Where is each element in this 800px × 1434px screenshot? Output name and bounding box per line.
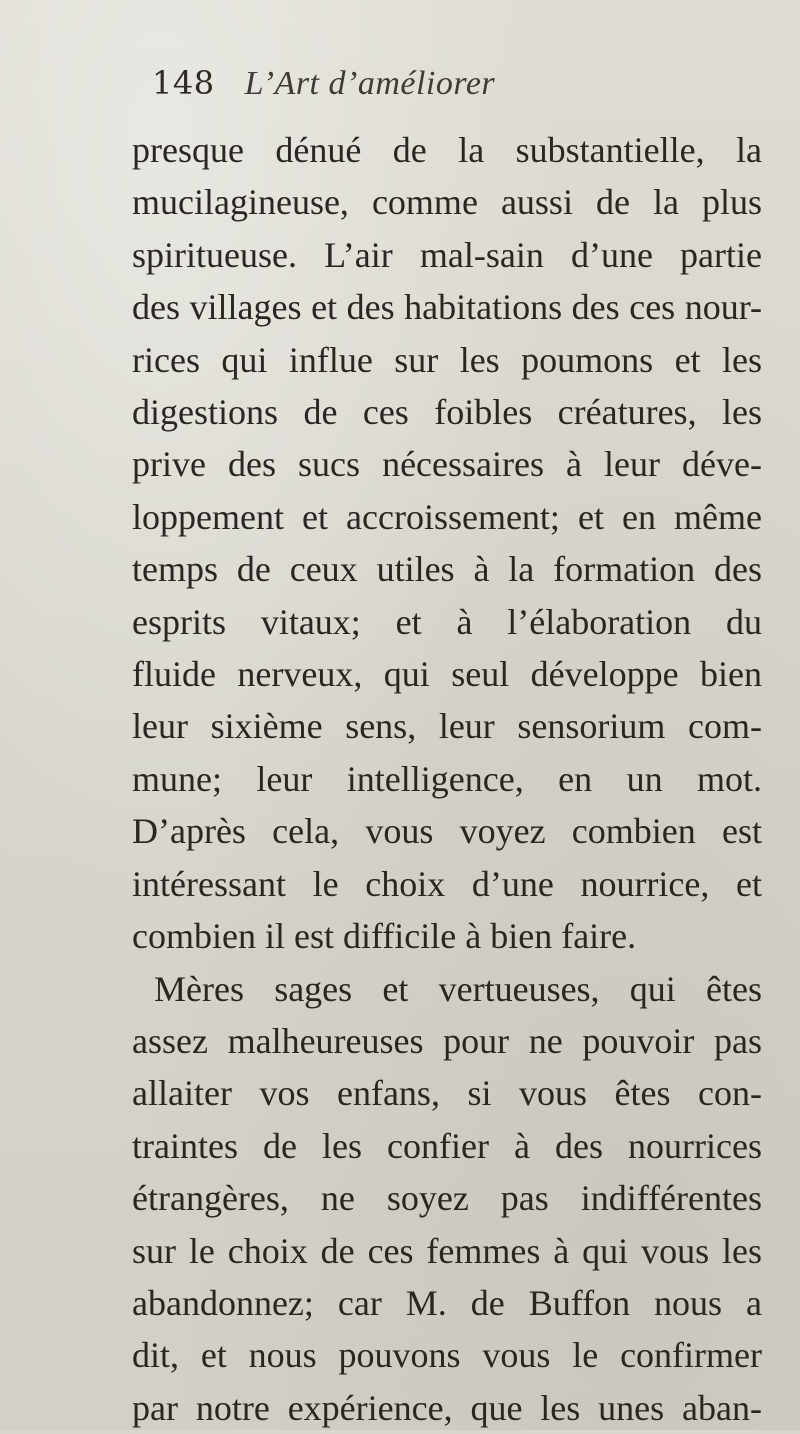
text-line: spiritueuse. L’air mal-sain d’une partie bbox=[132, 234, 762, 275]
text-line: dit, et nous pouvons vous le confirmer bbox=[132, 1335, 762, 1376]
text-line: Mères sages et vertueuses, qui êtes bbox=[154, 968, 762, 1009]
page-header bbox=[152, 64, 495, 103]
text-line: traintes de les confier à des nourrices bbox=[132, 1125, 762, 1166]
text-line: rices qui influe sur les poumons et les bbox=[132, 339, 762, 380]
text-line: abandonnez; car M. de Buffon nous a bbox=[132, 1282, 762, 1323]
text-line: presque dénué de la substantielle, la bbox=[132, 130, 762, 170]
text-line: mucilagineuse, comme aussi de la plus bbox=[132, 182, 762, 223]
text-line: D’après cela, vous voyez combien est bbox=[132, 811, 762, 852]
text-line: des villages et des habitations des ces nour- bbox=[132, 287, 762, 328]
text-line: allaiter vos enfans, si vous êtes con- bbox=[132, 1073, 762, 1114]
text-line: loppement et accroissement; et en même bbox=[132, 496, 762, 537]
text-line: combien il est difficile à bien faire. bbox=[132, 916, 637, 957]
text-line: sur le choix de ces femmes à qui vous les bbox=[132, 1230, 762, 1271]
text-line: esprits vitaux; et à l’élaboration du bbox=[132, 601, 762, 642]
text-line: intéressant le choix d’une nourrice, et bbox=[132, 863, 762, 904]
text-line: assez malheureuses pour ne pouvoir pas bbox=[132, 1020, 762, 1061]
text-line: prive des sucs nécessaires à leur déve- bbox=[132, 444, 762, 485]
text-line: fluide nerveux, qui seul développe bien bbox=[132, 654, 762, 695]
text-line: digestions de ces foibles créatures, les bbox=[132, 392, 762, 433]
text-line: par notre expérience, que les unes aban- bbox=[132, 1387, 762, 1428]
text-line: leur sixième sens, leur sensorium com- bbox=[132, 706, 762, 747]
text-line: étrangères, ne soyez pas indifférentes bbox=[132, 1178, 762, 1219]
body-text bbox=[132, 124, 762, 1434]
text-line: temps de ceux utiles à la formation des bbox=[132, 549, 762, 590]
page-number: 148 bbox=[152, 64, 215, 102]
text-line: mune; leur intelligence, en un mot. bbox=[132, 758, 762, 799]
running-title: L’Art d’améliorer bbox=[244, 65, 496, 102]
